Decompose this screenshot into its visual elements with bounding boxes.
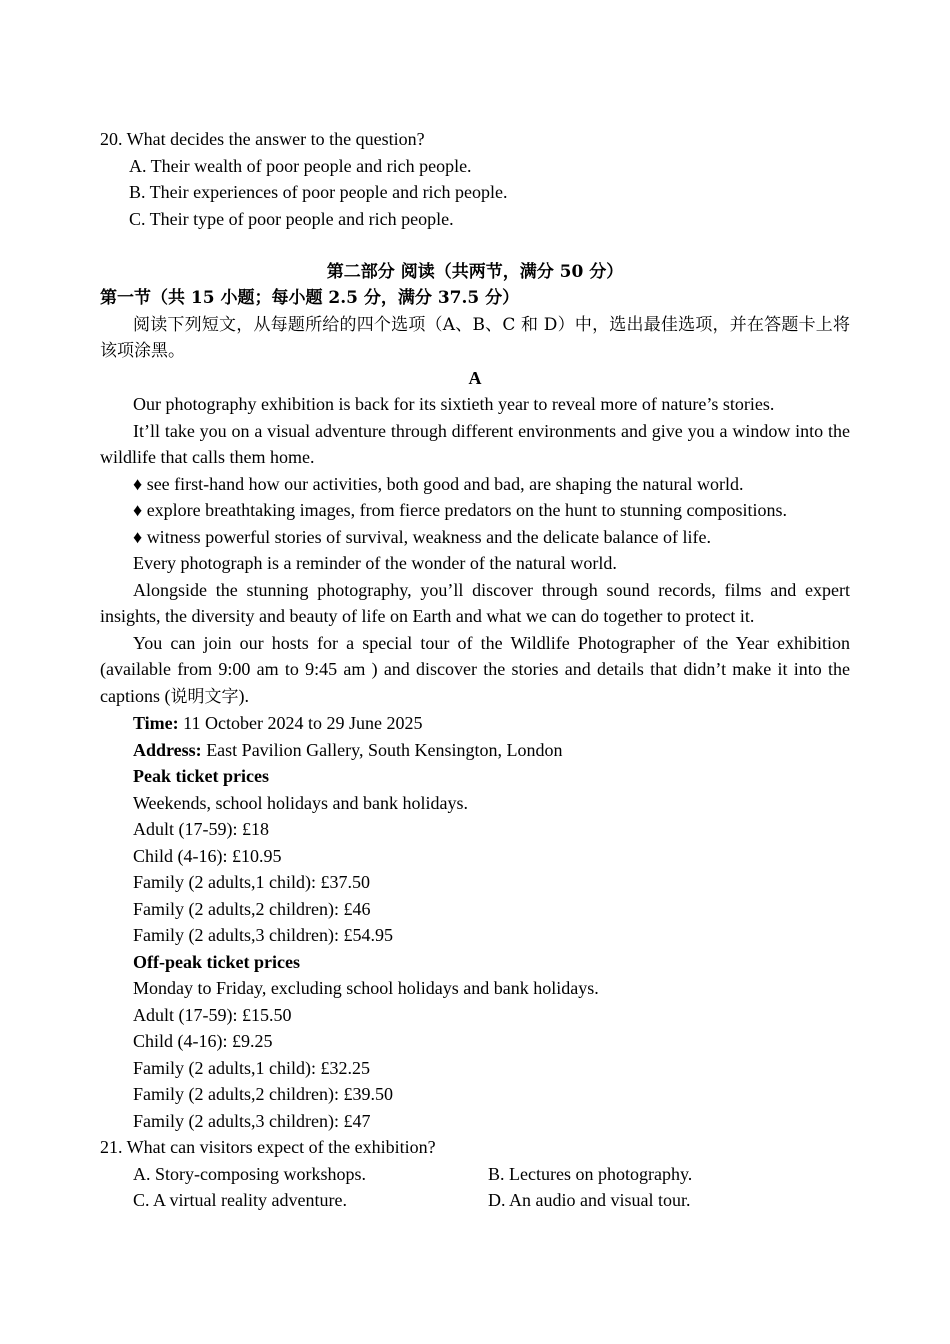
peak-note: Weekends, school holidays and bank holidays. <box>133 792 468 813</box>
address-value: East Pavilion Gallery, South Kensington, London <box>201 739 563 760</box>
spacer <box>100 232 850 259</box>
question-21-option-a: A. Story-composing workshops. <box>133 1163 366 1184</box>
question-20-option-a: A. Their wealth of poor people and rich people. <box>129 155 472 176</box>
question-20-stem: 20. What decides the answer to the question? <box>100 129 425 149</box>
paragraph-end: ). <box>238 685 249 706</box>
question-21-option-c: C. A virtual reality adventure. <box>133 1190 347 1210</box>
question-21-options-row <box>100 1161 850 1188</box>
time-value: 11 October 2024 to 29 June 2025 <box>178 713 423 733</box>
bullet-item <box>100 471 850 498</box>
diamond-bullet-icon: ♦ <box>133 526 143 547</box>
offpeak-price: Family (2 adults,3 children): £47 <box>133 1110 371 1131</box>
passage-paragraph-2: It’ll take you on a visual adventure through different environments and give you a window into the wildlife that calls them home. <box>100 420 850 467</box>
bullet-text: witness powerful stories of survival, weakness and the delicate balance of life. <box>146 526 711 547</box>
gloss: 说明文字 <box>170 686 239 707</box>
question-21-option-b: B. Lectures on photography. <box>488 1163 693 1184</box>
address-info <box>100 737 850 764</box>
instructions: 阅读下列短文，从每题所给的四个选项（A、B、C 和 D）中，选出最佳选项，并在答题卡上将该项涂黑。 <box>100 314 850 361</box>
address-label: Address: <box>133 739 202 760</box>
question-20-option-b: B. Their experiences of poor people and rich people. <box>129 182 508 202</box>
paragraph-text: You can join our hosts for a special tour of the Wildlife Photographer of the Year exhibition (available from 9:00 am to 9:45 am ) and discover the stories and details that didn’t make it into the captions ( <box>100 632 850 706</box>
peak-price: Family (2 adults,2 children): £46 <box>133 898 371 919</box>
diamond-bullet-icon: ♦ <box>133 473 143 494</box>
passage-paragraph-4: Alongside the stunning photography, you’ll discover through sound records, films and expert insights, the diversity and beauty of life on Earth and what we can do together to protect it. <box>100 579 850 626</box>
bullet-item <box>100 524 850 551</box>
time-label: Time: <box>133 713 179 733</box>
question-21-option-d: D. An audio and visual tour. <box>488 1190 691 1210</box>
diamond-bullet-icon: ♦ <box>133 500 143 520</box>
peak-price: Family (2 adults,1 child): £37.50 <box>133 872 370 892</box>
bullet-text: explore breathtaking images, from fierce predators on the hunt to stunning compositions. <box>146 500 788 520</box>
passage-paragraph-1: Our photography exhibition is back for its sixtieth year to reveal more of nature’s stories. <box>133 394 775 414</box>
passage-paragraph-5 <box>100 630 850 711</box>
offpeak-price: Family (2 adults,2 children): £39.50 <box>133 1084 393 1104</box>
question-20-option-c: C. Their type of poor people and rich people. <box>129 208 454 229</box>
offpeak-price: Adult (17-59): £15.50 <box>133 1004 292 1025</box>
document-content <box>100 126 850 1214</box>
peak-title: Peak ticket prices <box>133 766 269 786</box>
offpeak-price: Child (4-16): £9.25 <box>133 1031 273 1051</box>
offpeak-price: Family (2 adults,1 child): £32.25 <box>133 1057 370 1078</box>
offpeak-note: Monday to Friday, excluding school holidays and bank holidays. <box>133 978 599 998</box>
section-title: 第一节（共 15 小题；每小题 2.5 分，满分 37.5 分） <box>100 288 520 308</box>
question-21-options-row <box>100 1187 850 1214</box>
question-21-stem: 21. What can visitors expect of the exhibition? <box>100 1137 436 1157</box>
part-title: 第二部分 阅读（共两节，满分 50 分） <box>326 261 624 282</box>
passage-label: A <box>468 367 482 388</box>
offpeak-title: Off-peak ticket prices <box>133 951 300 972</box>
bullet-text: see first-hand how our activities, both good and bad, are shaping the natural world. <box>146 473 744 494</box>
bullet-item <box>100 497 850 524</box>
passage-paragraph-3: Every photograph is a reminder of the wonder of the natural world. <box>133 553 617 573</box>
peak-price: Family (2 adults,3 children): £54.95 <box>133 925 393 945</box>
peak-price: Child (4-16): £10.95 <box>133 845 282 866</box>
peak-price: Adult (17-59): £18 <box>133 819 269 839</box>
time-info <box>100 710 850 737</box>
